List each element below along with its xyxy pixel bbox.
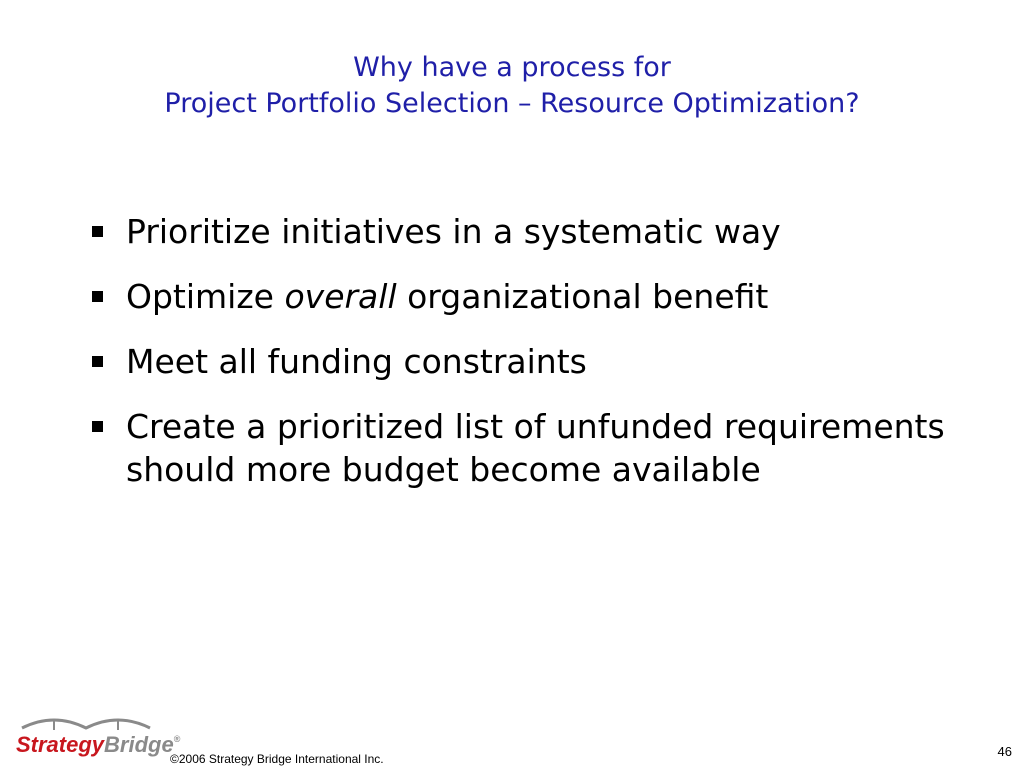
logo-text-strategy: Strategy (16, 732, 105, 757)
slide-title (0, 50, 1024, 122)
title-line-1: Why have a process for (353, 52, 671, 83)
logo-registered-mark: ® (173, 734, 181, 744)
bullet-list (88, 210, 948, 513)
bullet-item (88, 340, 948, 383)
bullet-text: Prioritize initiatives in a systematic way (126, 212, 781, 251)
logo-text-bridge: Bridge (104, 732, 174, 757)
bullet-text-after: organizational benefit (396, 277, 769, 316)
logo-text (16, 732, 181, 757)
page-number: 46 (997, 744, 1012, 759)
square-bullet-icon (92, 226, 103, 237)
title-line-2: Project Portfolio Selection – Resource Optimization? (164, 88, 860, 119)
logo-bridge-arc (22, 720, 150, 728)
copyright-notice: ©2006 Strategy Bridge International Inc. (170, 752, 384, 766)
bullet-text: Create a prioritized list of unfunded requirements should more budget become available (126, 407, 945, 489)
bullet-text-before: Optimize (126, 277, 285, 316)
bullet-text: Meet all funding constraints (126, 342, 587, 381)
square-bullet-icon (92, 421, 103, 432)
bullet-item (88, 210, 948, 253)
bullet-item (88, 405, 948, 491)
square-bullet-icon (92, 356, 103, 367)
strategy-bridge-logo (14, 708, 181, 762)
square-bullet-icon (92, 291, 103, 302)
bullet-item (88, 275, 948, 318)
bullet-emphasis: overall (284, 277, 397, 316)
